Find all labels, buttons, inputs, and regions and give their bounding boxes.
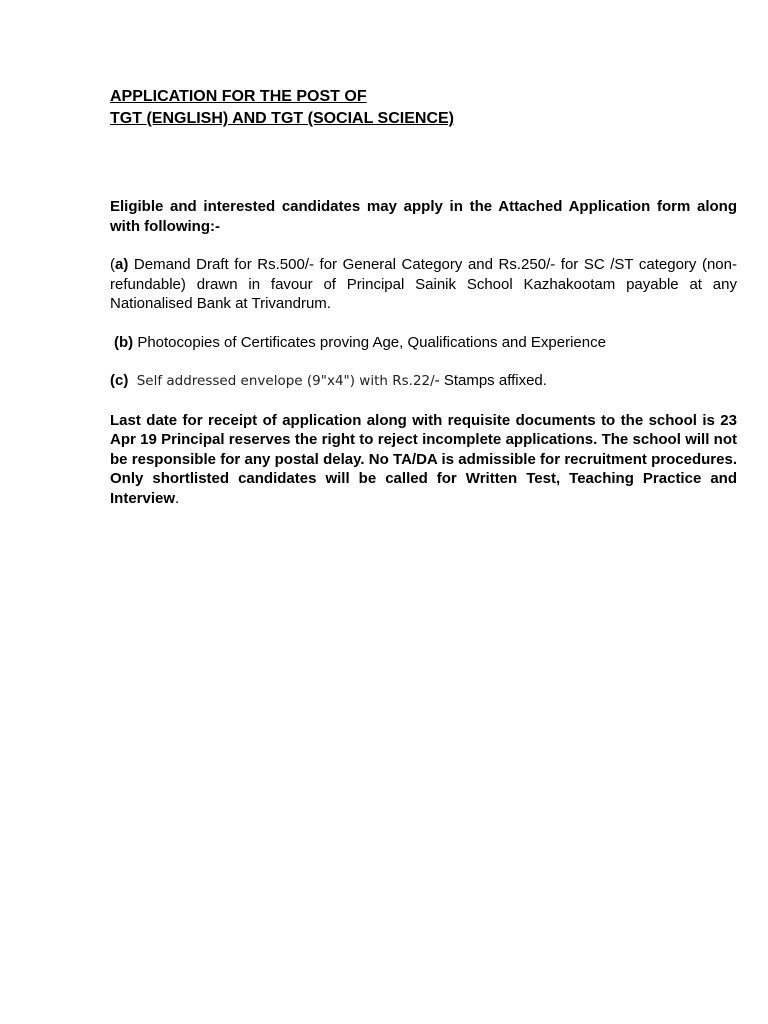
item-a-demand-draft — [110, 255, 737, 314]
intro-paragraph: Eligible and interested candidates may apply in the Attached Application form along with following:- — [110, 198, 737, 235]
closing-end: . — [175, 489, 180, 507]
item-c-label: (c) — [110, 372, 129, 389]
title-line-1: APPLICATION FOR THE POST OF — [110, 88, 367, 105]
title-line-2: TGT (ENGLISH) AND TGT (SOCIAL SCIENCE) — [110, 110, 454, 127]
item-b-label: (b) — [114, 333, 134, 351]
item-a-text: Demand Draft for Rs.500/- for General Category and Rs.250/- for SC /ST category (non-refundable) drawn in favour of Principal Sainik School Kazhakootam payable at any Nationalised Bank at Trivandrum. — [110, 256, 737, 312]
item-c-envelope — [110, 371, 737, 392]
item-b-text: Photocopies of Certificates proving Age, Qualifications and Experience — [133, 333, 606, 351]
item-b-photocopies — [110, 333, 737, 353]
item-c-light-text: Self addressed envelope (9"x4") with Rs.22/ — [136, 373, 435, 389]
document-page — [110, 86, 737, 508]
closing-bold-text: Last date for receipt of application along with requisite documents to the school is 23 Apr 19 Principal reserves the right to reject incomplete applications. The school will not be responsible for any postal delay. No TA/DA is admissible for recruitment procedures. Only shortlisted candidates will be called for Written Test, Teaching Practice and Interview — [110, 411, 737, 507]
document-title — [110, 86, 737, 130]
closing-paragraph — [110, 411, 737, 509]
item-a-open-paren: ( — [110, 256, 115, 273]
item-c-text: - Stamps affixed. — [434, 372, 547, 389]
item-a-label: a) — [115, 256, 129, 273]
